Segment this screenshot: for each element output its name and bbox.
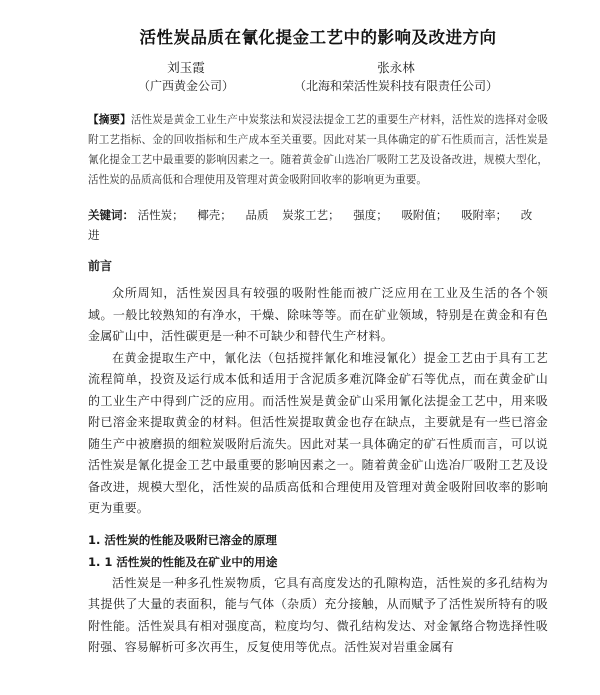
keyword: 强度； xyxy=(353,208,388,222)
keyword: 炭浆工艺； xyxy=(282,208,340,222)
keyword: 改进 xyxy=(88,208,533,242)
paper-title: 活性炭品质在氰化提金工艺中的影响及改进方向 xyxy=(139,28,497,47)
author-name: 张永林 xyxy=(377,60,415,75)
keyword: 活性炭； xyxy=(137,208,184,222)
abstract-text: 活性炭是黄金工业生产中炭浆法和炭浸法提金工艺的重要生产材料，活性炭的选择对金吸附工艺指标、金的回收指标和生产成本至关重要。因此对某一具体确定的矿石性质而言，活性炭是氰化提金工艺中最重要的影响因素之一。随着黄金矿山选冶厂吸附工艺及设备改进，规模大型化，活性炭的品质高低和合理使用及管理对黄金吸附回收率的影响更为重要。 xyxy=(88,114,549,186)
author-1 xyxy=(138,58,234,96)
intro-paragraph-1: 众所周知，活性炭因具有较强的吸附性能而被广泛应用在工业及生活的各个领域。一般比较熟知的有净水，干燥、除味等等。而在矿业领域，特别是在黄金和有色金属矿山中，活性碳更是一种不可缺少和替代生产材料。 xyxy=(88,286,548,343)
keywords-label: 关键词： xyxy=(88,208,134,222)
keyword: 吸附率； xyxy=(461,208,508,222)
abstract xyxy=(88,110,548,190)
subsection-heading: 1. 1 活性炭的性能及在矿业中的用途 xyxy=(88,554,278,569)
intro-paragraph-2: 在黄金提取生产中，氰化法（包括搅拌氰化和堆浸氰化）提金工艺由于具有工艺流程简单，投资及运行成本低和适用于含泥质多难沉降金矿石等优点，而在黄金矿山的工业生产中得到广泛的应用。而活性炭是黄金矿山采用氰化法提金工艺中，用来吸附已溶金来提取黄金的材料。但活性炭提取黄金也存在缺点，主要就是有一些已溶金随生产中被磨损的细粒炭吸附后流失。因此对某一具体确定的矿石性质而言，可以说活性炭是氰化提金工艺中最重要的影响因素之一。随着黄金矿山选冶厂吸附工艺及设备改进，规模大型化，活性炭的品质高低和合理使用及管理对黄金吸附回收率的影响更为重要。 xyxy=(88,350,548,515)
keyword: 吸附值； xyxy=(401,208,448,222)
intro-heading: 前言 xyxy=(88,259,113,273)
keywords xyxy=(88,205,548,245)
author-name: 刘玉霞 xyxy=(167,60,205,75)
section-heading: 1. 活性炭的性能及吸附已溶金的原理 xyxy=(88,532,277,547)
section-paragraph: 活性炭是一种多孔性炭物质，它具有高度发达的孔隙构造，活性炭的多孔结构为其提供了大量的表面积，能与气体（杂质）充分接触，从而赋予了活性炭所特有的吸附性能。活性炭具有相对强度高，粒度均匀、微孔结构发达、对金氰络合物选择性吸附强、容易解析可多次再生，反复使用等优点。活性炭对岩重金属有 xyxy=(88,575,548,654)
keyword: 品质 xyxy=(245,208,269,222)
author-affiliation: （北海和荣活性炭科技有限责任公司） xyxy=(294,79,499,93)
author-affiliation: （广西黄金公司） xyxy=(137,79,234,93)
abstract-label: 【摘要】 xyxy=(88,114,131,126)
author-2 xyxy=(294,58,498,96)
keyword: 椰壳； xyxy=(197,208,232,222)
author-block xyxy=(88,58,548,96)
